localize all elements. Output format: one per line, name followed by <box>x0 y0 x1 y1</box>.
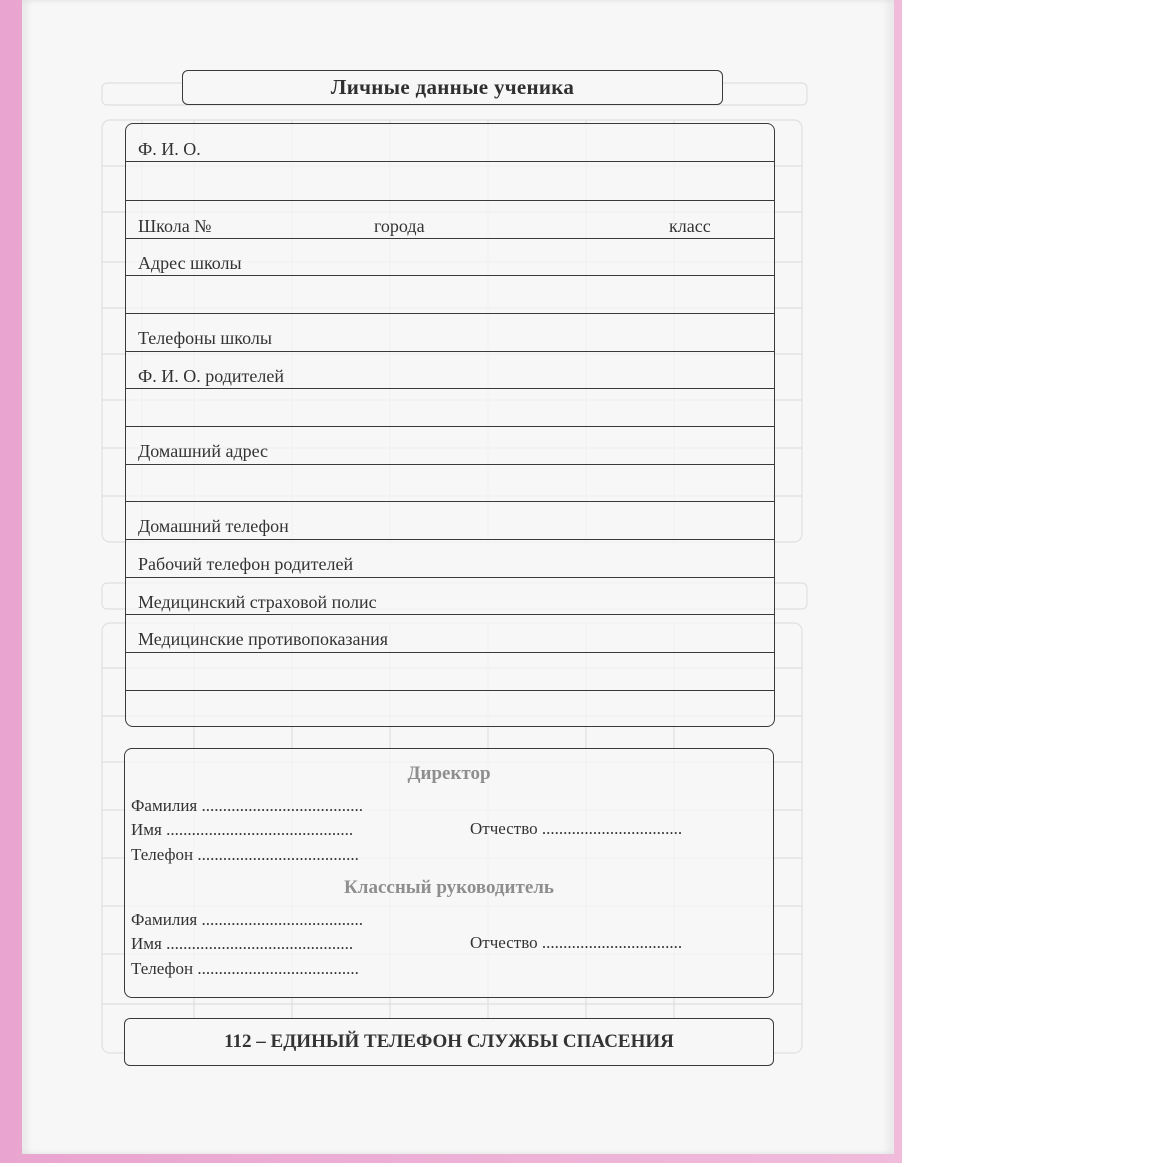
contacts-box <box>124 748 774 998</box>
form-line <box>126 238 774 239</box>
class-teacher-first-name-field: Имя ............................................ <box>131 934 354 953</box>
class-label: класс <box>669 216 711 236</box>
form-line <box>126 275 774 276</box>
form-line <box>126 690 774 691</box>
class-teacher-patronymic-field: Отчество ................................. <box>470 933 683 952</box>
class-teacher-heading: Классный руководитель <box>344 877 554 898</box>
form-line <box>126 614 774 615</box>
form-line <box>126 426 774 427</box>
director-phone-field: Телефон ...................................... <box>131 845 359 864</box>
school-address-label: Адрес школы <box>138 253 242 273</box>
form-line <box>126 313 774 314</box>
class-teacher-surname-field: Фамилия ...................................... <box>131 910 363 929</box>
medical-contraindications-label: Медицинские противопоказания <box>138 629 389 649</box>
director-surname-field: Фамилия ...................................... <box>131 796 363 815</box>
form-line <box>126 501 774 502</box>
parents-name-label: Ф. И. О. родителей <box>138 366 284 386</box>
form-line <box>126 200 774 201</box>
director-patronymic-field: Отчество ................................. <box>470 819 683 838</box>
director-first-name-field: Имя ............................................ <box>131 820 354 839</box>
form-line <box>126 539 774 540</box>
city-label: города <box>374 216 425 236</box>
student-data-form <box>125 123 775 727</box>
class-teacher-phone-field: Телефон ...................................... <box>131 959 359 978</box>
page-title: Личные данные ученика <box>182 70 723 105</box>
form-line <box>126 577 774 578</box>
emergency-phone-banner: 112 – ЕДИНЫЙ ТЕЛЕФОН СЛУЖБЫ СПАСЕНИЯ <box>124 1018 774 1066</box>
home-address-label: Домашний адрес <box>138 441 269 461</box>
school-number-label: Школа № <box>138 216 212 236</box>
full-name-label: Ф. И. О. <box>138 139 201 159</box>
form-line <box>126 351 774 352</box>
medical-policy-label: Медицинский страховой полис <box>138 592 377 612</box>
director-heading: Директор <box>407 763 491 784</box>
form-line <box>126 652 774 653</box>
home-phone-label: Домашний телефон <box>138 516 289 536</box>
form-line <box>126 161 774 162</box>
parents-work-phone-label: Рабочий телефон родителей <box>138 554 354 574</box>
form-line <box>126 464 774 465</box>
school-phones-label: Телефоны школы <box>138 328 272 348</box>
form-line <box>126 388 774 389</box>
